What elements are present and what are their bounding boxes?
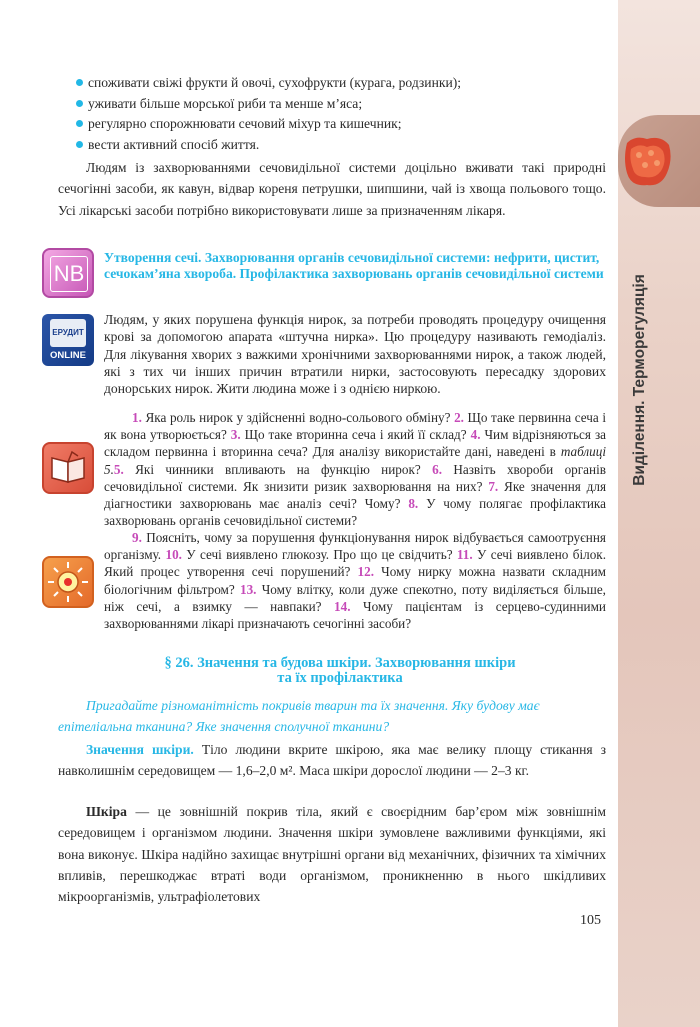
question-number: 1. xyxy=(132,410,142,425)
list-item: вести активний спосіб життя. xyxy=(76,135,606,156)
table-reference: таблиці 5. xyxy=(104,444,606,477)
question-text: Чому влітку, коли дуже спекотно, поту виділяється більше, ніж сечі, а взимку — навпаки? xyxy=(104,581,606,614)
erudite-online-text: Людям, у яких порушена функція нирок, за потреби проводять процедуру очищення крові за допомогою апарата «штучна нирка». Цю процедуру називають гемодіаліз. Для лікування хворих з важкими хронічними захворюваннями нирок, а також людей, які з тих чи інших причин втратили нирки, застосовують пересадку здорових донорських нирок. Жити людина може і з однією ниркою. xyxy=(104,312,606,397)
intro-paragraph: Людям із захворюваннями сечовидільної системи доцільно вживати такі природні сечогінні засоби, як кавун, відвар кореня петрушки, шипшини, чай із хвоща польового тощо. Усі лікарські засоби потрібно використовувати лише за призначенням лікаря. xyxy=(58,160,606,218)
nb-summary: Утворення сечі. Захворювання органів сечовидільної системи: нефрити, цистит, сечокам’яна хвороба. Профілактика захворювань органів сечовидільної системи xyxy=(104,250,604,281)
question-text: Назвіть хвороби органів сечовидільної системи. Як знизити ризик захворювання на них? xyxy=(104,461,606,494)
question-number: 13. xyxy=(239,581,257,597)
question-text: У сечі виявлено глюкозу. Про що це свідчить? xyxy=(181,547,457,563)
question-number: 9. xyxy=(132,530,142,545)
question-number: 4. xyxy=(470,427,481,443)
chapter-title: Виділення. Терморегуляція xyxy=(631,274,648,486)
question-number: 3. xyxy=(230,427,241,443)
question-text: Що таке первинна сеча і як вона утворюється? xyxy=(104,410,606,443)
question-number: 12. xyxy=(357,564,374,580)
skin-importance-heading: Значення шкіри. xyxy=(86,742,194,757)
page-number: 105 xyxy=(580,913,601,928)
question-text: У чому полягає профілактика захворювань органів сечовидільної системи? xyxy=(104,496,606,529)
bullet-dot-icon xyxy=(76,100,83,107)
skin-tissue-icon xyxy=(621,133,673,191)
skin-definition-paragraph: Шкіра — це зовнішній покрив тіла, який є своєрідним бар’єром між зовнішнім середовищем і організмом людини. Значення шкіри зумовлене важливими функціями, які вона виконує. Шкіра надійно захищає внутрішні органи від механічних, фізичних та хімічних впливів, перешкоджає втраті води організмом, проникненню в нього шкідливих мікроорганізмів, ультрафіолетових xyxy=(58,804,606,905)
question-text: Які чинники впливають на функцію нирок? xyxy=(123,461,433,477)
question-text: У сечі виявлено білок. Який процес утворення сечі порушений? xyxy=(104,547,607,580)
erudite-online-icon: ЕРУДИТ ONLINE xyxy=(42,314,94,366)
lightbulb-icon xyxy=(42,556,94,608)
questions-block-b xyxy=(104,529,606,632)
question-number: 8. xyxy=(408,496,419,512)
bullet-dot-icon xyxy=(76,141,83,148)
question-number: 2. xyxy=(454,410,464,425)
question-text: Чому нирку можна назвати складним біологічним фільтром? xyxy=(104,564,606,597)
recall-prompt: Пригадайте різноманітність покривів тварин та їх значення. Яку будову має епітеліальна тканина? Яке значення сполучної тканини? xyxy=(58,698,540,734)
questions-block-a xyxy=(104,409,606,529)
bullet-dot-icon xyxy=(76,120,83,127)
section-title: § 26. Значення та будова шкіри. Захворювання шкіри та їх профілактика xyxy=(164,655,516,686)
question-number: 10. xyxy=(165,547,182,563)
list-item: споживати свіжі фрукти й овочі, сухофрукти (курага, родзинки); xyxy=(76,73,606,94)
question-number: 7. xyxy=(488,478,499,494)
nb-icon: NB xyxy=(42,248,94,298)
bullet-list xyxy=(76,73,606,155)
list-item: регулярно спорожнювати сечовий міхур та кишечник; xyxy=(76,114,606,135)
skin-term: Шкіра xyxy=(86,804,127,819)
question-text: Чим відрізняються за складом первинна і вторинна сеча? Для аналізу використайте дані, наведені в xyxy=(104,427,607,460)
question-number: 6. xyxy=(432,461,442,477)
question-number: 11. xyxy=(456,547,473,563)
list-item: уживати більше морської риби та менше м’яса; xyxy=(76,94,606,115)
question-text: Яка роль нирок у здійсненні водно-сольового обміну? xyxy=(141,410,455,425)
skin-importance-paragraph: Значення шкіри. Тіло людини вкрите шкірою, яка має велику площу стикання з навколишнім середовищем — 1,6–2,0 м². Маса шкіри дорослої людини — 2–3 кг. xyxy=(58,742,606,779)
question-text: Що таке вторинна сеча і який її склад? xyxy=(240,427,471,443)
question-number: 5. xyxy=(113,461,124,477)
question-text: Чому пацієнтам із серцево-судинними захворюваннями лікарі призначають сечогінні засоби? xyxy=(104,598,606,632)
question-text: Поясніть, чому за порушення функціонування нирок відбувається самоотруєння організму. xyxy=(104,530,606,563)
bullet-dot-icon xyxy=(76,79,83,86)
question-text: Яке значення для діагностики захворювань має аналіз сечі? Чому? xyxy=(104,478,607,512)
open-book-icon xyxy=(42,442,94,494)
question-number: 14. xyxy=(334,598,351,614)
